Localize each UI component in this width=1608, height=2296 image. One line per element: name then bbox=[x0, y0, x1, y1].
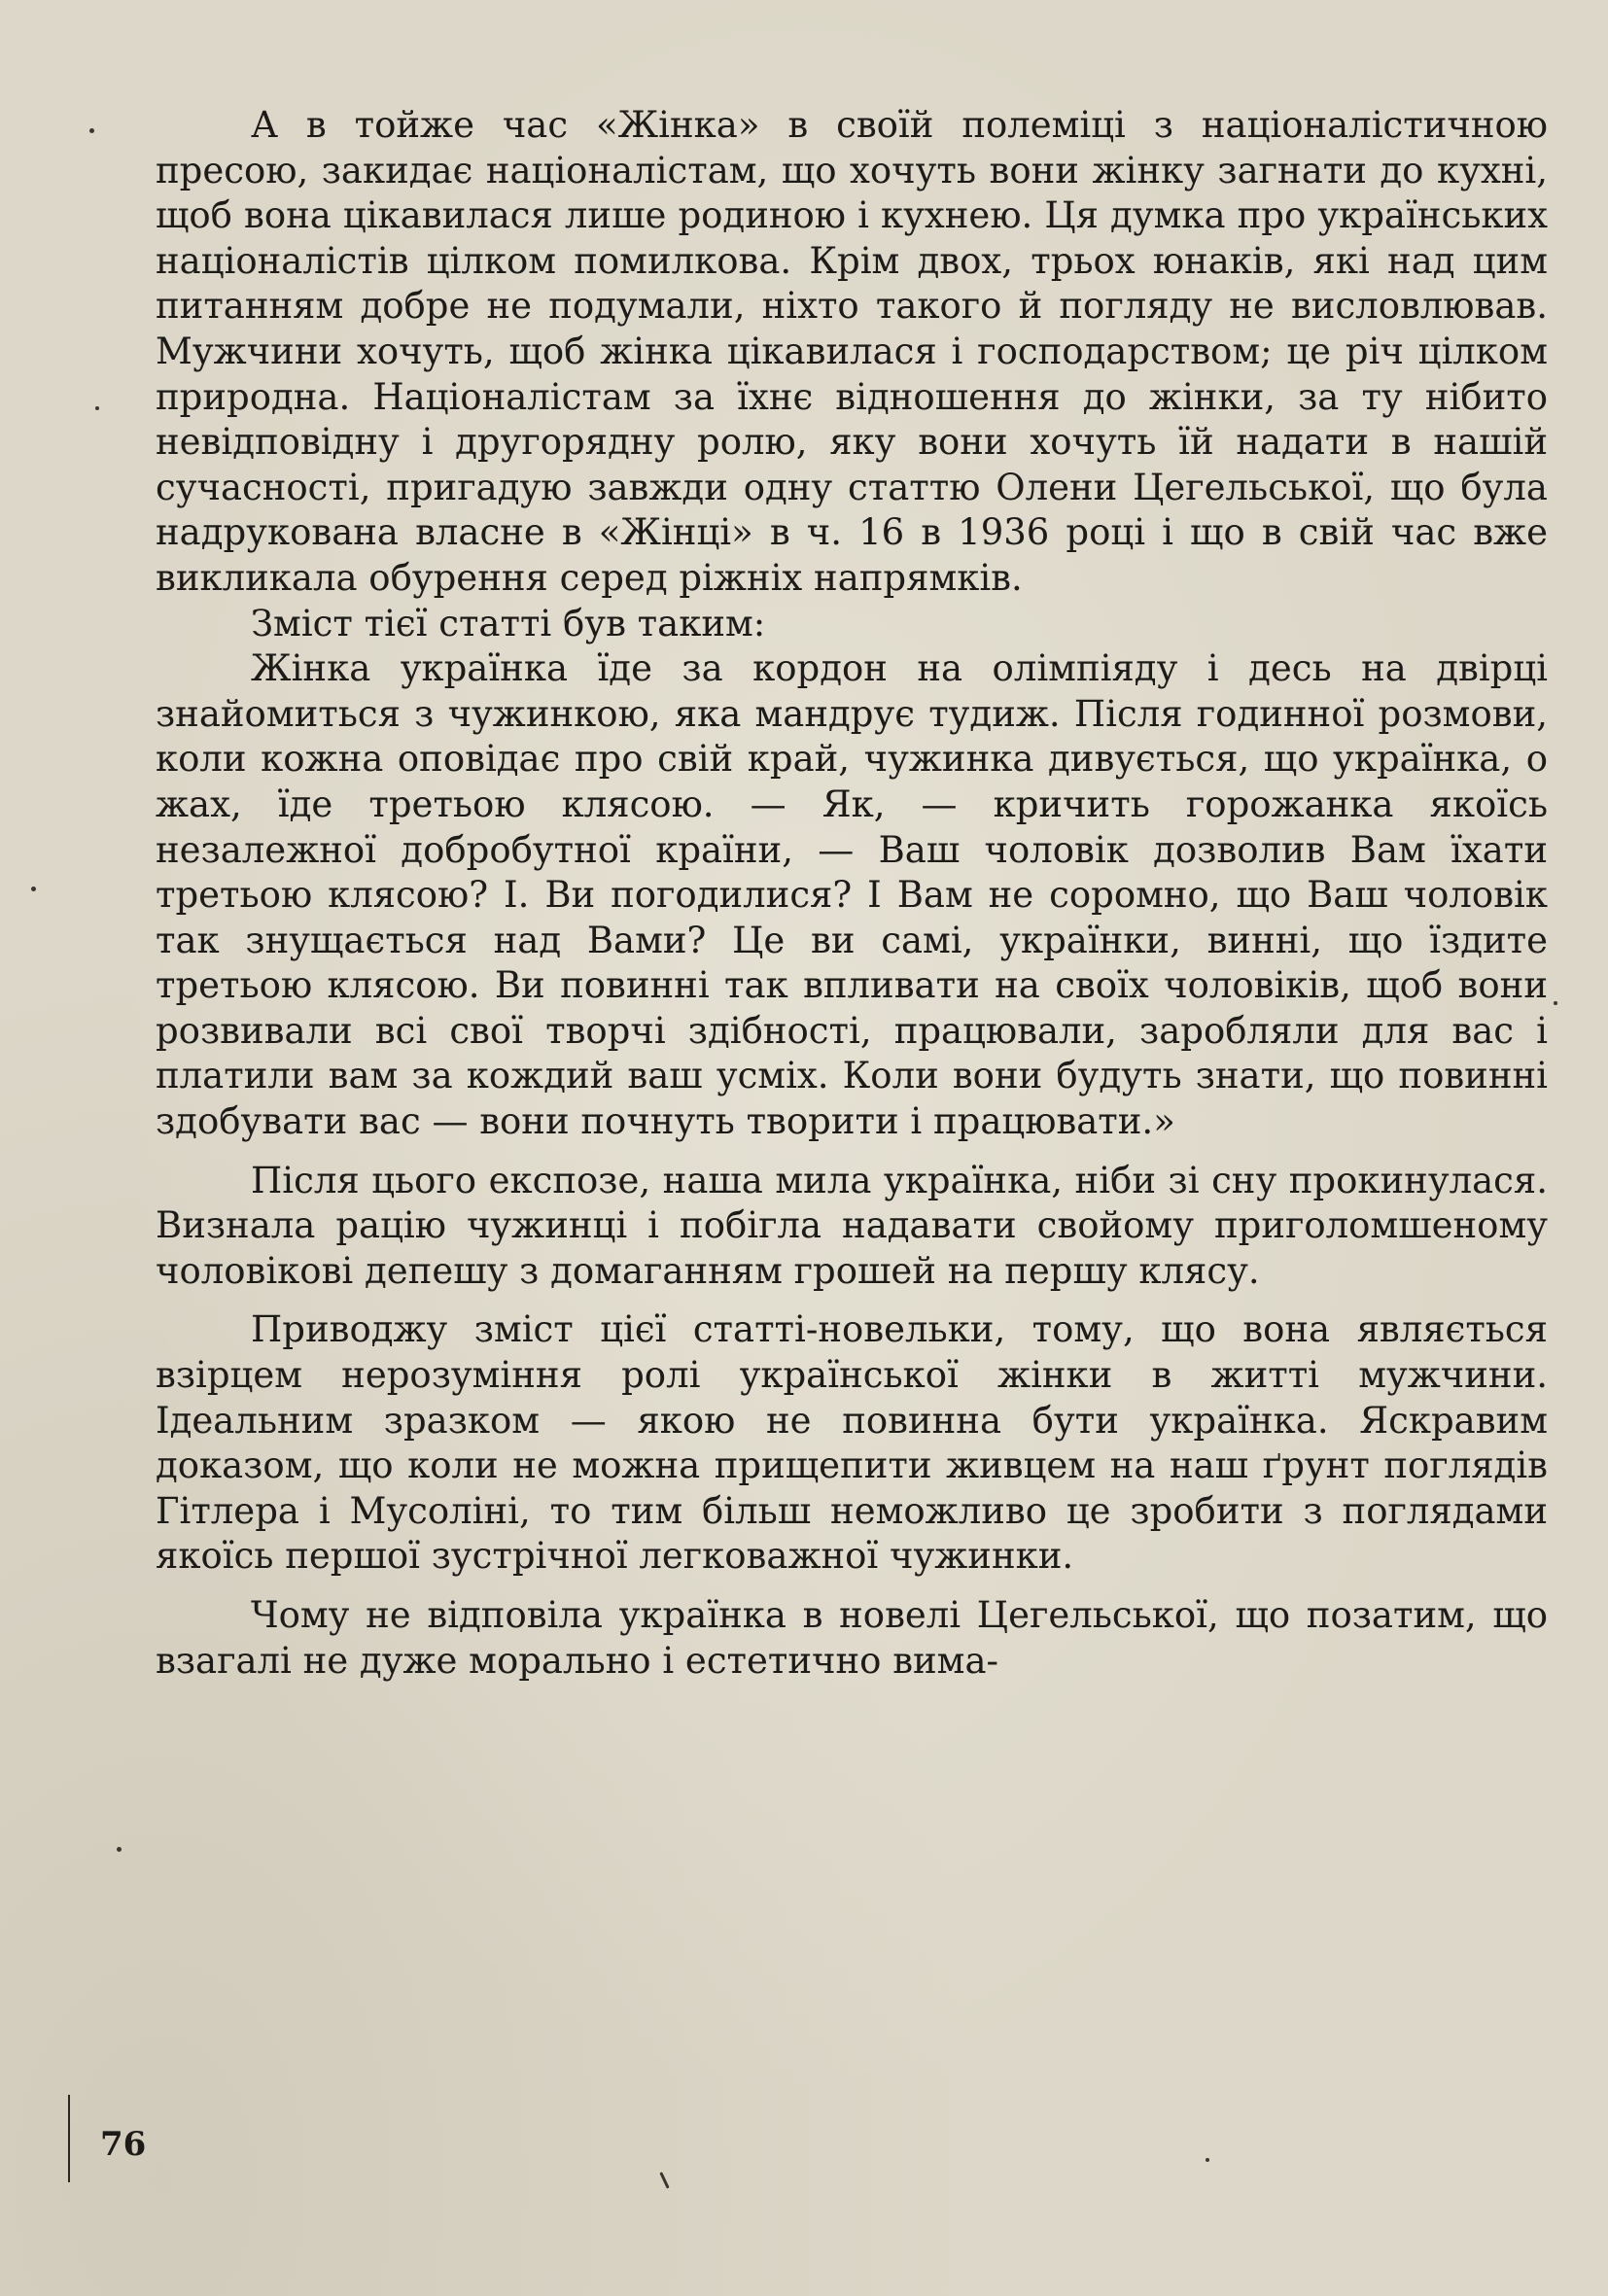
paragraph-2: Зміст тієї статті був таким: bbox=[251, 602, 766, 644]
dust-speck bbox=[659, 2172, 669, 2189]
paragraph-3: Жінка українка їде за кордон на олімпіяду і десь на двірці знайомиться з чужинкою, яка мандрує тудиж. Після годинної розмови, коли кожна оповідає про свій край, чужинка дивується, що українка, о жах, їде третьою клясою. — Як, — кричить горожанка якоїсь незалежної добробутної країни, — Ваш чоловік дозволив Вам їхати третьою клясою? І. Ви погодилися? І Вам не соромно, що Ваш чоловік так знущається над Вами? Це ви самі, українки, винні, що їздите третьою клясою. Ви повинні так впливати на своїх чоловіків, щоб вони розвивали всі свої творчі здібності, працювали, заробляли для вас і платили вам за кождий ваш усміх. Коли вони будуть знати, що повинні здобувати вас — вони почнуть творити і працювати.» bbox=[156, 647, 1548, 1143]
dust-speck bbox=[95, 406, 99, 410]
dust-speck bbox=[31, 887, 36, 891]
paragraph-4: Після цього експозе, наша мила українка, ніби зі сну прокинулася. Визнала рацію чужинці і побігла надавати свойому приголомшеному чоловікові депешу з домаганням грошей на першу клясу. bbox=[156, 1159, 1548, 1292]
paragraph-6: Чому не відповіла українка в новелі Цегельської, що позатим, що взагалі не дуже морально і естетично вима- bbox=[156, 1594, 1548, 1682]
paragraph-5: Приводжу зміст цієї статті-новельки, тому, що вона являється взірцем нерозуміння ролі української жінки в житті мужчини. Ідеальним зразком — якою не повинна бути українка. Яскравим доказом, що коли не можна прищепити живцем на наш ґрунт поглядів Гітлера і Мусоліні, то тим більш неможливо це зробити з поглядами якоїсь першої зустрічної легковажної чужинки. bbox=[156, 1308, 1548, 1578]
dust-speck bbox=[1554, 1001, 1557, 1005]
dust-speck bbox=[89, 128, 94, 133]
dust-speck bbox=[1206, 2158, 1209, 2162]
page-number: 76 bbox=[100, 2125, 147, 2164]
dust-speck bbox=[117, 1847, 122, 1852]
body-text bbox=[156, 103, 1548, 1684]
paragraph-1: А в тойже час «Жінка» в своїй полеміці з націоналістичною пресою, закидає націоналістам, що хочуть вони жінку загнати до кухні, щоб вона цікавилася лише родиною і кухнею. Ця думка про українських націоналістів цілком помилкова. Крім двох, трьох юнаків, які над цим питанням добре не подумали, ніхто такого й погляду не висловлював. Мужчини хочуть, щоб жінка цікавилася і господарством; це річ цілком природна. Націоналістам за їхнє відношення до жінки, за ту нібито невідповідну і другорядну ролю, яку вони хочуть їй надати в нашій сучасності, пригадую завжди одну статтю Олени Цегельської, що була надрукована власне в «Жінці» в ч. 16 в 1936 році і що в свій час вже викликала обурення серед ріжніх напрямків. bbox=[156, 104, 1548, 599]
margin-rule bbox=[68, 2095, 70, 2182]
